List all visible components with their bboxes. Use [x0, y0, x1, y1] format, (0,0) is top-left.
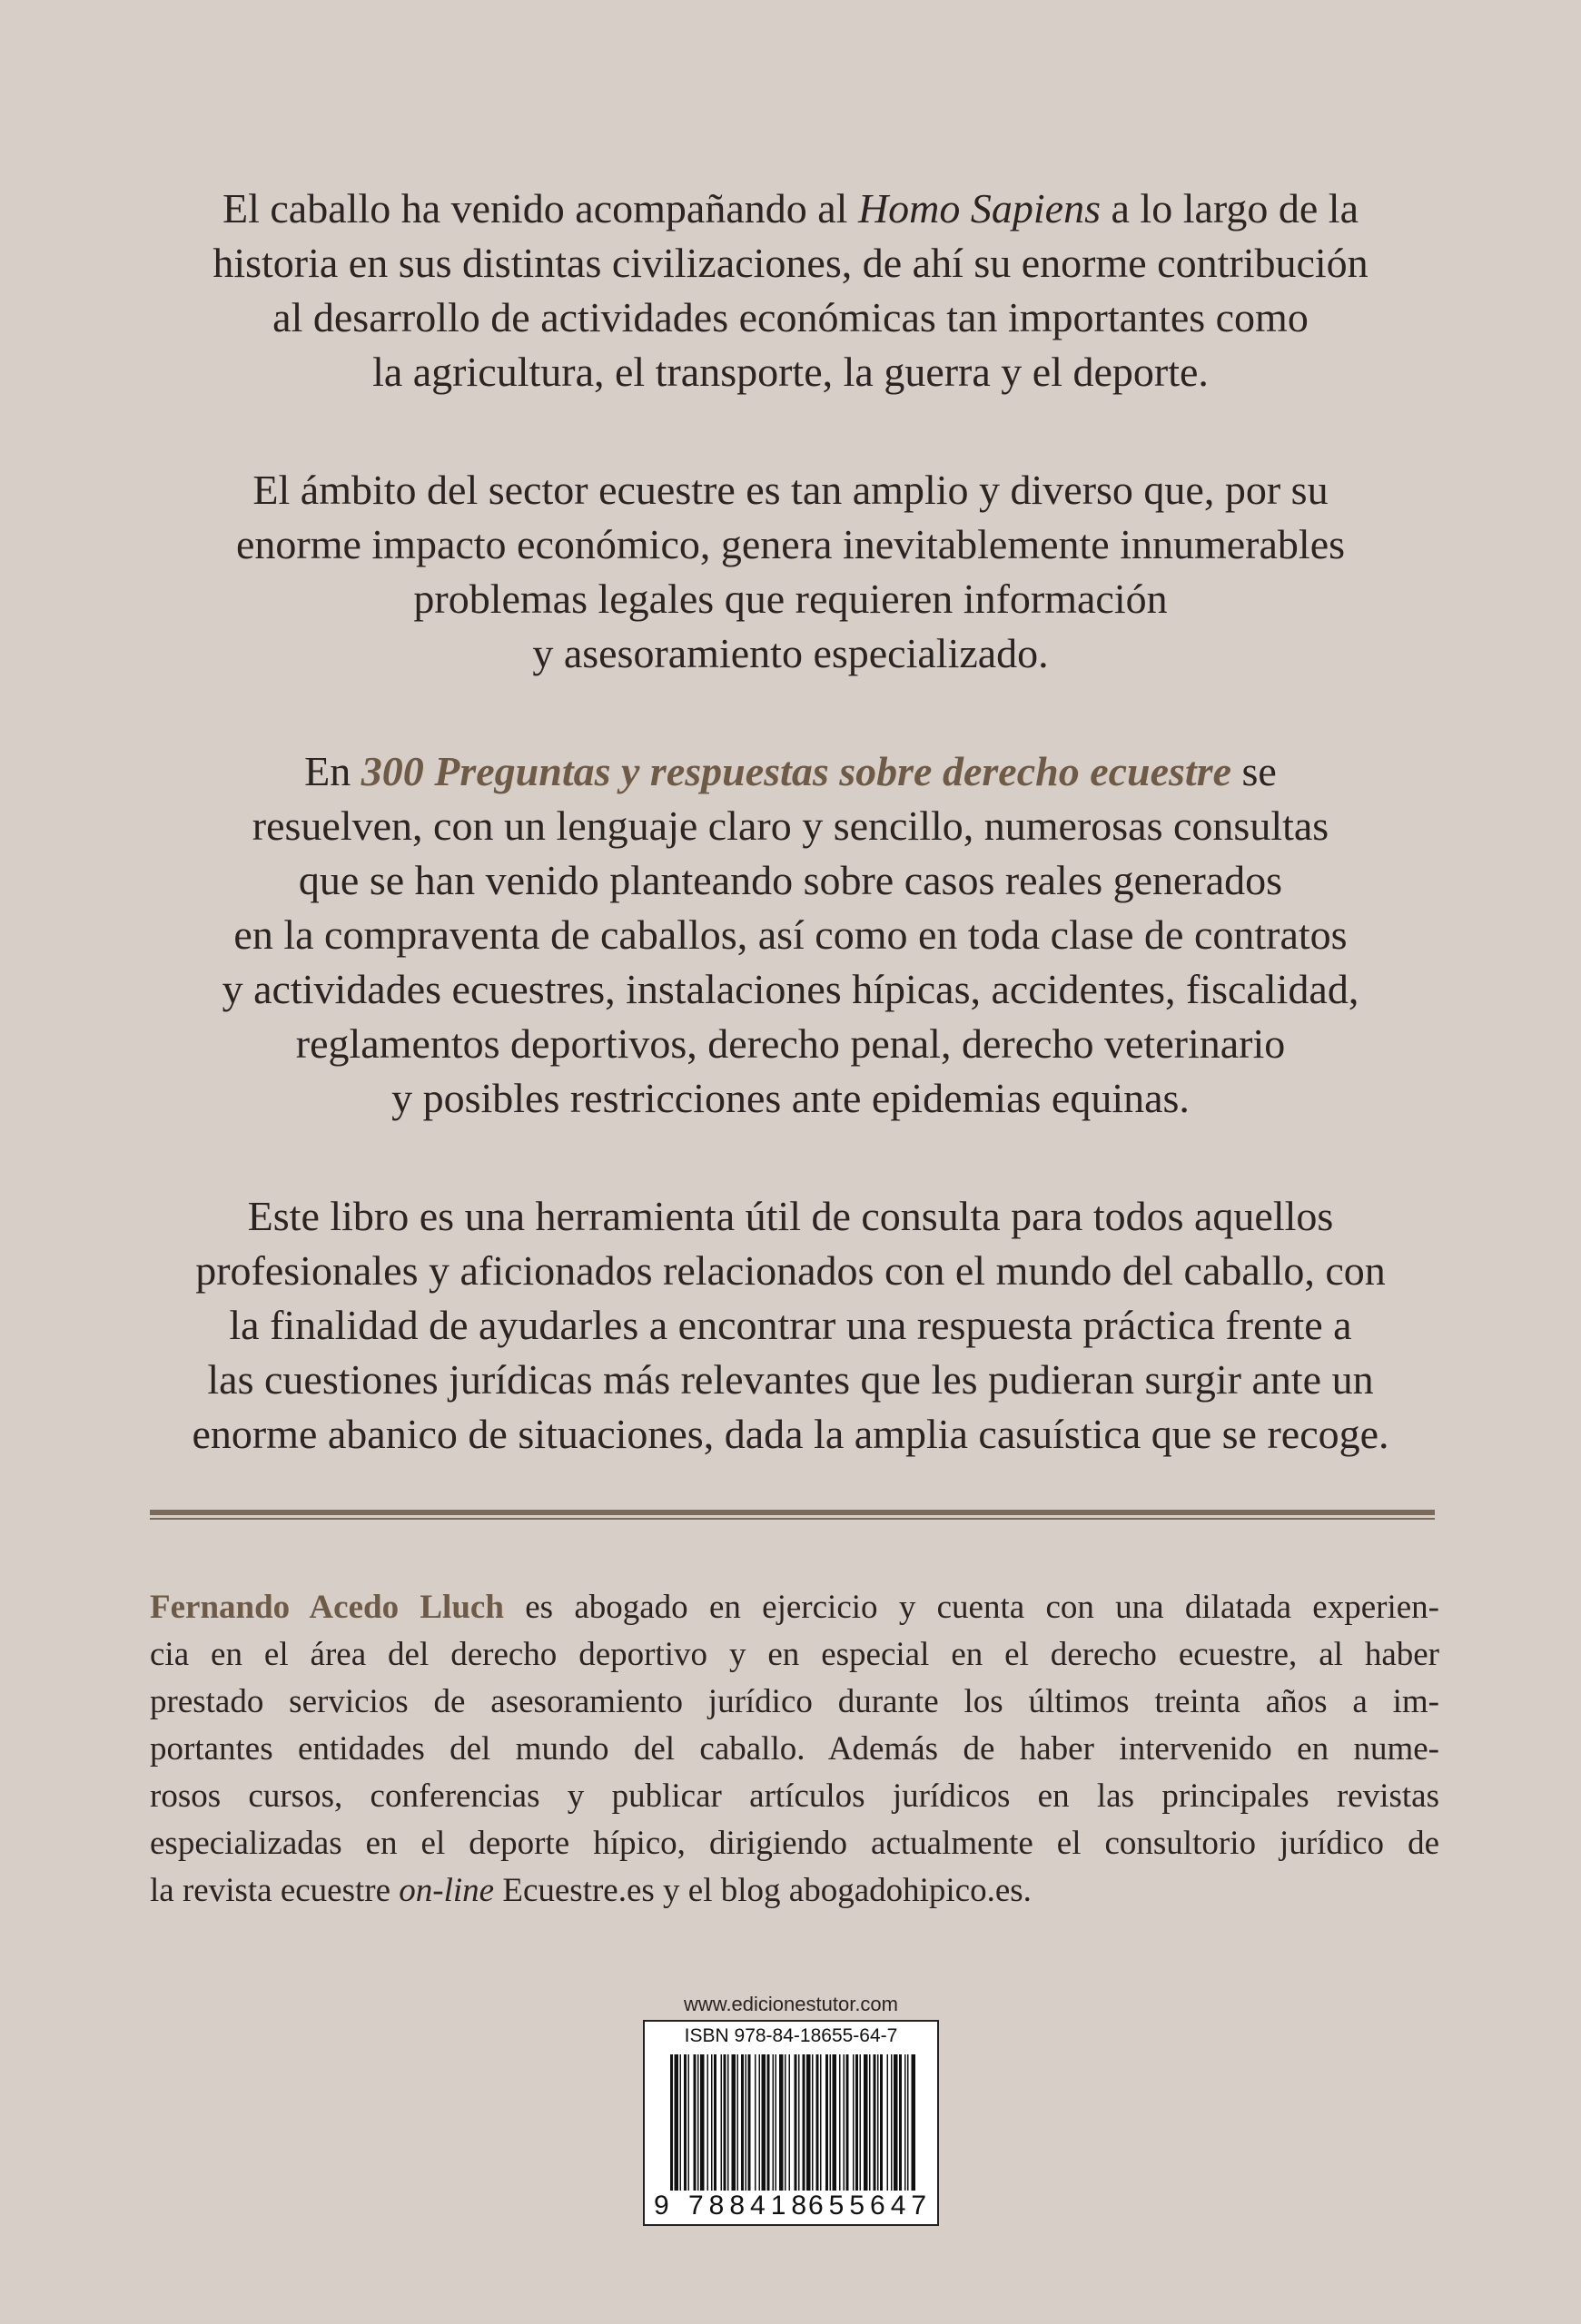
barcode-stripe: [869, 2054, 871, 2191]
barcode-stripe: [844, 2054, 845, 2191]
barcode-stripe: [707, 2054, 709, 2191]
bio-line6: especializadas en el deporte hípico, dirigiendo actualmente el consultorio jurídico de: [150, 1825, 1439, 1862]
p4-line3: la finalidad de ayudarles a encontrar una respuesta práctica frente a: [229, 1302, 1352, 1348]
barcode-stripe: [755, 2054, 756, 2191]
ean-right-digits: 655647: [808, 2191, 933, 2221]
barcode-stripe: [732, 2054, 736, 2191]
barcode-stripe: [688, 2054, 690, 2191]
bio-line1: es abogado en ejercicio y cuenta con una dilatada experien-: [503, 1589, 1439, 1626]
barcode-stripe: [855, 2054, 858, 2191]
ean-left-digits: 788418: [688, 2191, 813, 2221]
barcode-stripe: [724, 2054, 726, 2191]
p3-line7: y posibles restricciones ante epidemias equinas.: [391, 1075, 1190, 1121]
bio-line7-start: la revista ecuestre: [150, 1872, 400, 1909]
barcode-stripe: [727, 2054, 729, 2191]
barcode-stripe: [887, 2054, 889, 2191]
barcode-stripe: [759, 2054, 761, 2191]
barcode-stripe: [795, 2054, 797, 2191]
barcode-stripe: [864, 2054, 868, 2191]
barcode-stripe: [748, 2054, 751, 2191]
author-bio: [150, 1584, 1439, 1915]
p1-line4: la agricultura, el transporte, la guerra y el deporte.: [372, 349, 1209, 395]
barcode-stripe: [830, 2054, 832, 2191]
barcode-stripe: [846, 2054, 849, 2191]
barcode-stripe: [894, 2054, 898, 2191]
barcode-stripe: [907, 2054, 909, 2191]
barcode-stripe: [789, 2054, 791, 2191]
barcode-stripe: [694, 2054, 697, 2191]
publisher-website: www.edicionestutor.com: [684, 1993, 898, 2015]
barcode-stripe: [684, 2054, 687, 2191]
barcode-stripe: [741, 2054, 744, 2191]
barcode-stripe: [773, 2054, 775, 2191]
description-paragraph-2: [136, 463, 1445, 681]
barcode-stripe: [680, 2054, 682, 2191]
barcode-stripe: [806, 2054, 811, 2191]
p1-line2: historia en sus distintas civilizaciones, de ahí su enorme contribución: [212, 240, 1369, 286]
barcode-stripe: [714, 2054, 716, 2191]
p1-line1-end: a lo largo de la: [1101, 185, 1359, 231]
barcode-bars: [670, 2054, 915, 2191]
barcode-stripe: [711, 2054, 713, 2191]
barcode-stripe: [675, 2054, 679, 2191]
barcode-stripe: [670, 2054, 673, 2191]
p2-line3: problemas legales que requieren información: [413, 576, 1168, 622]
barcode-stripe: [779, 2054, 784, 2191]
p3-line2: resuelven, con un lenguaje claro y sencillo, numerosas consultas: [252, 803, 1329, 849]
barcode-stripe: [820, 2054, 822, 2191]
book-description: [136, 182, 1445, 1525]
barcode-stripe: [762, 2054, 766, 2191]
barcode-stripe: [721, 2054, 723, 2191]
author-name: Fernando Acedo Lluch: [150, 1589, 504, 1626]
barcode-stripe: [874, 2054, 876, 2191]
p4-line4: las cuestiones jurídicas más relevantes que les pudieran surgir ante un: [207, 1356, 1374, 1403]
p3-line6: reglamentos deportivos, derecho penal, derecho veterinario: [295, 1020, 1286, 1067]
barcode-stripe: [803, 2054, 805, 2191]
barcode-stripe: [839, 2054, 841, 2191]
p1-line3: al desarrollo de actividades económicas tan importantes como: [272, 294, 1309, 340]
barcode-stripe: [767, 2054, 770, 2191]
bio-line3: prestado servicios de asesoramiento jurídico durante los últimos treinta años a im-: [150, 1683, 1439, 1720]
barcode-stripe: [899, 2054, 902, 2191]
p3-line1-end: se: [1231, 748, 1277, 794]
barcode-stripe: [833, 2054, 837, 2191]
ean-first-digit: 9: [654, 2191, 669, 2221]
barcode-stripe: [776, 2054, 777, 2191]
p2-line4: y asesoramiento especializado.: [532, 630, 1049, 676]
barcode-stripe: [746, 2054, 747, 2191]
barcode-stripe: [853, 2054, 855, 2191]
isbn-barcode: [643, 2020, 939, 2226]
p3-line5: y actividades ecuestres, instalaciones hípicas, accidentes, fiscalidad,: [222, 966, 1359, 1012]
isbn-number: ISBN 978-84-18655-64-7: [684, 2025, 898, 2046]
barcode-stripe: [880, 2054, 883, 2191]
book-title: 300 Preguntas y respuestas sobre derecho ecuestre: [361, 748, 1232, 794]
barcode-stripe: [798, 2054, 800, 2191]
p3-line3: que se han venido planteando sobre casos reales generados: [298, 857, 1283, 903]
barcode-stripe: [812, 2054, 814, 2191]
barcode-stripe: [904, 2054, 906, 2191]
divider-thick-rule: [150, 1510, 1435, 1515]
barcode-stripe: [825, 2054, 828, 2191]
divider-thin-rule: [150, 1518, 1435, 1520]
bio-line4: portantes entidades del mundo del caballo. Además de haber intervenido en nume-: [150, 1730, 1439, 1768]
barcode-stripe: [697, 2054, 699, 2191]
homo-sapiens-italic: Homo Sapiens: [857, 185, 1101, 231]
barcode-stripe: [700, 2054, 705, 2191]
p1-line1-start: El caballo ha venido acompañando al: [222, 185, 858, 231]
p3-line4: en la compraventa de caballos, así como en toda clase de contratos: [233, 911, 1348, 958]
barcode-stripe: [912, 2054, 916, 2191]
barcode-stripe: [860, 2054, 862, 2191]
p2-line1: El ámbito del sector ecuestre es tan amplio y diverso que, por su: [252, 467, 1329, 513]
description-paragraph-4: [136, 1189, 1445, 1462]
bio-line2: cia en el área del derecho deportivo y en especial en el derecho ecuestre, al haber: [150, 1636, 1439, 1673]
bio-line5: rosos cursos, conferencias y publicar artículos jurídicos en las principales revistas: [150, 1777, 1439, 1815]
p2-line2: enorme impacto económico, genera inevitablemente innumerables: [235, 521, 1346, 567]
section-divider: [150, 1510, 1435, 1521]
description-paragraph-3: [136, 744, 1445, 1126]
barcode-stripe: [737, 2054, 739, 2191]
p4-line5: enorme abanico de situaciones, dada la amplia casuística que se recoge.: [192, 1411, 1389, 1457]
bio-line7-end: Ecuestre.es y el blog abogadohipico.es.: [494, 1872, 1032, 1909]
description-paragraph-1: [136, 182, 1445, 399]
barcode-stripe: [877, 2054, 879, 2191]
online-italic: on-line: [399, 1872, 495, 1909]
barcode-stripe: [891, 2054, 893, 2191]
p3-line1-start: En: [304, 748, 361, 794]
p4-line2: profesionales y aficionados relacionados con el mundo del caballo, con: [195, 1247, 1386, 1294]
barcode-stripe: [785, 2054, 786, 2191]
barcode-stripe: [816, 2054, 819, 2191]
p4-line1: Este libro es una herramienta útil de consulta para todos aquellos: [247, 1193, 1334, 1239]
